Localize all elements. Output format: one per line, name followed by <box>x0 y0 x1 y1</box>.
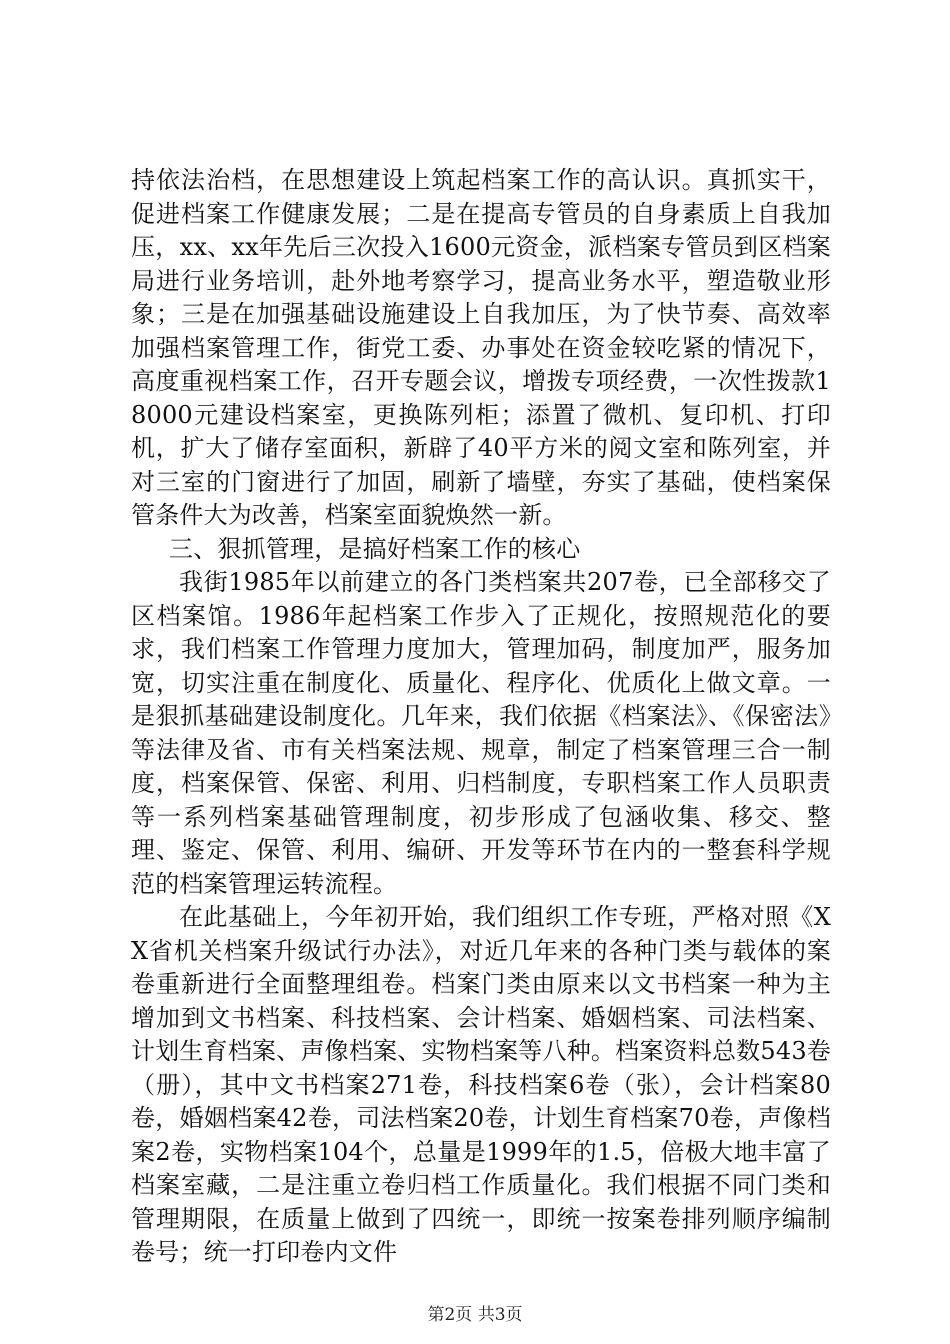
paragraph-continued: 持依法治档，在思想建设上筑起档案工作的高认识。真抓实干，促进档案工作健康发展；二是在提高专管员的自身素质上自我加压，xx、xx年先后三次投入1600元资金，派档案专管员到区档案局进行业务培训，赴外地考察学习，提高业务水平，塑造敬业形象；三是在加强基础设施建设上自我加压，为了快节奏、高效率加强档案管理工作，街党工委、办事处在资金较吃紧的情况下，高度重视档案工作，召开专题会议，增拨专项经费，一次性拨款18000元建设档案室，更换陈列柜；添置了微机、复印机、打印机，扩大了储存室面积，新辟了40平方米的阅文室和陈列室，并对三室的门窗进行了加固，刷新了墙壁，夯实了基础，使档案保管条件大为改善，档案室面貌焕然一新。 <box>131 166 831 529</box>
section-heading: 三、狠抓管理，是搞好档案工作的核心 <box>169 534 581 563</box>
paragraph: 在此基础上，今年初开始，我们组织工作专班，严格对照《XX省机关档案升级试行办法》，对近几年来的各种门类与载体的案卷重新进行全面整理组卷。档案门类由原来以文书档案一种为主增加到文书档案、科技档案、会计档案、婚姻档案、司法档案、计划生育档案、声像档案、实物档案等八种。档案资料总数543卷（册），其中文书档案271卷，科技档案6卷（张），会计档案80卷，婚姻档案42卷，司法档案20卷，计划生育档案70卷，声像档案2卷，实物档案104个，总量是1999年的1.5，倍极大地丰富了档案室藏，二是注重立卷归档工作质量化。我们根据不同门类和管理期限，在质量上做到了四统一，即统一按案卷排列顺序编制卷号；统一打印卷内文件 <box>131 903 831 1266</box>
document-body <box>131 164 831 1270</box>
page-footer: 第2页 共3页 <box>427 1305 523 1325</box>
paragraph: 我街1985年以前建立的各门类档案共207卷，已全部移交了区档案馆。1986年起档案工作步入了正规化，按照规范化的要求，我们档案工作管理力度加大，管理加码，制度加严，服务加宽，切实注重在制度化、质量化、程序化、优质化上做文章。一是狠抓基础建设制度化。几年来，我们依据《档案法》、《保密法》等法律及省、市有关档案法规、规章，制定了档案管理三合一制度，档案保管、保密、利用、归档制度，专职档案工作人员职责等一系列档案基础管理制度，初步形成了包涵收集、移交、整理、鉴定、保管、利用、编研、开发等环节在内的一整套科学规范的档案管理运转流程。 <box>131 568 831 898</box>
